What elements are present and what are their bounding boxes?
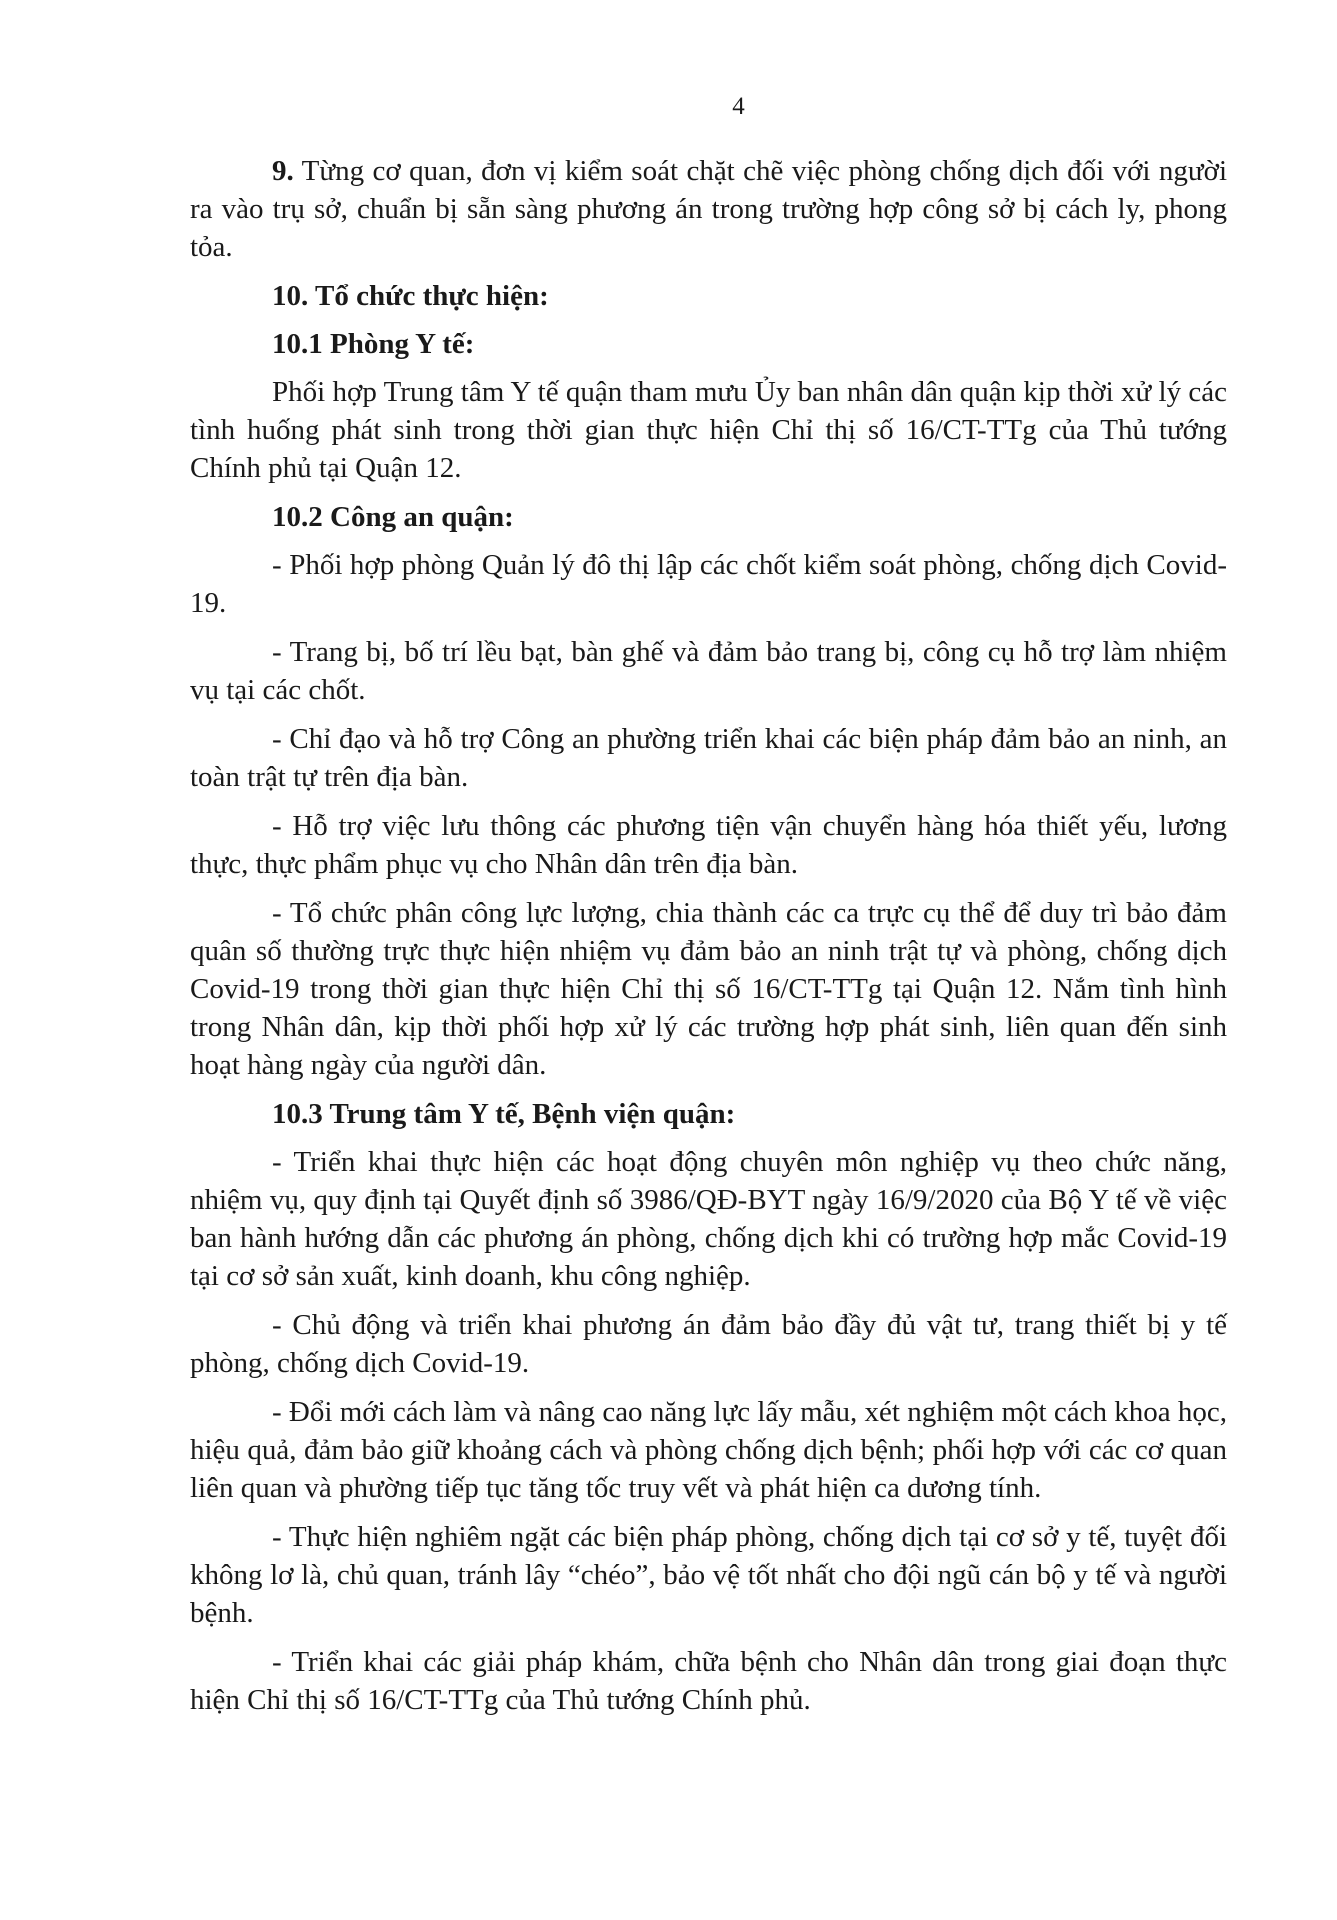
page-number: 4: [732, 93, 745, 120]
section-10-3-paragraph: - Thực hiện nghiêm ngặt các biện pháp phòng, chống dịch tại cơ sở y tế, tuyệt đối không lơ là, chủ quan, tránh lây “chéo”, bảo vệ tốt nhất cho đội ngũ cán bộ y tế và người bệnh.: [190, 1521, 1227, 1629]
section-10-2-paragraph: - Tổ chức phân công lực lượng, chia thành các ca trực cụ thể để duy trì bảo đảm quân số thường trực thực hiện nhiệm vụ đảm bảo an ninh trật tự và phòng, chống dịch Covid-19 trong thời gian thực hiện Chỉ thị số 16/CT-TTg tại Quận 12. Nắm tình hình trong Nhân dân, kịp thời phối hợp xử lý các trường hợp phát sinh, liên quan đến sinh hoạt hàng ngày của người dân.: [190, 897, 1227, 1081]
section-10-3-heading: 10.3 Trung tâm Y tế, Bệnh viện quận:: [272, 1098, 736, 1130]
section-10-2-heading: 10.2 Công an quận:: [272, 501, 514, 533]
section-10-heading: 10. Tổ chức thực hiện:: [272, 280, 549, 312]
section-10-2-paragraph: - Phối hợp phòng Quản lý đô thị lập các chốt kiểm soát phòng, chống dịch Covid-19.: [190, 549, 1227, 619]
section-10-1-heading: 10.1 Phòng Y tế:: [272, 328, 475, 360]
section-10-3-paragraph: - Triển khai các giải pháp khám, chữa bệnh cho Nhân dân trong giai đoạn thực hiện Chỉ thị số 16/CT-TTg của Thủ tướng Chính phủ.: [190, 1646, 1227, 1716]
section-10-1-paragraph: Phối hợp Trung tâm Y tế quận tham mưu Ủy ban nhân dân quận kịp thời xử lý các tình huống phát sinh trong thời gian thực hiện Chỉ thị số 16/CT-TTg của Thủ tướng Chính phủ tại Quận 12.: [190, 376, 1227, 484]
item-9-number: 9.: [272, 155, 294, 187]
section-10-2-paragraph: - Chỉ đạo và hỗ trợ Công an phường triển khai các biện pháp đảm bảo an ninh, an toàn trật tự trên địa bàn.: [190, 723, 1227, 793]
item-9-text: Từng cơ quan, đơn vị kiểm soát chặt chẽ việc phòng chống dịch đối với người ra vào trụ sở, chuẩn bị sẵn sàng phương án trong trường hợp công sở bị cách ly, phong tỏa.: [190, 155, 1227, 263]
section-10-3-paragraph: - Chủ động và triển khai phương án đảm bảo đầy đủ vật tư, trang thiết bị y tế phòng, chống dịch Covid-19.: [190, 1309, 1227, 1379]
section-10-2-paragraph: - Hỗ trợ việc lưu thông các phương tiện vận chuyển hàng hóa thiết yếu, lương thực, thực phẩm phục vụ cho Nhân dân trên địa bàn.: [190, 810, 1227, 880]
section-10-3-paragraph: - Đổi mới cách làm và nâng cao năng lực lấy mẫu, xét nghiệm một cách khoa học, hiệu quả, đảm bảo giữ khoảng cách và phòng chống dịch bệnh; phối hợp với các cơ quan liên quan và phường tiếp tục tăng tốc truy vết và phát hiện ca dương tính.: [190, 1396, 1227, 1504]
item-9-paragraph: [190, 152, 1227, 266]
section-10-3-paragraph: - Triển khai thực hiện các hoạt động chuyên môn nghiệp vụ theo chức năng, nhiệm vụ, quy định tại Quyết định số 3986/QĐ-BYT ngày 16/9/2020 của Bộ Y tế về việc ban hành hướng dẫn các phương án phòng, chống dịch khi có trường hợp mắc Covid-19 tại cơ sở sản xuất, kinh doanh, khu công nghiệp.: [190, 1146, 1227, 1292]
section-10-2-paragraph: - Trang bị, bố trí lều bạt, bàn ghế và đảm bảo trang bị, công cụ hỗ trợ làm nhiệm vụ tại các chốt.: [190, 636, 1227, 706]
